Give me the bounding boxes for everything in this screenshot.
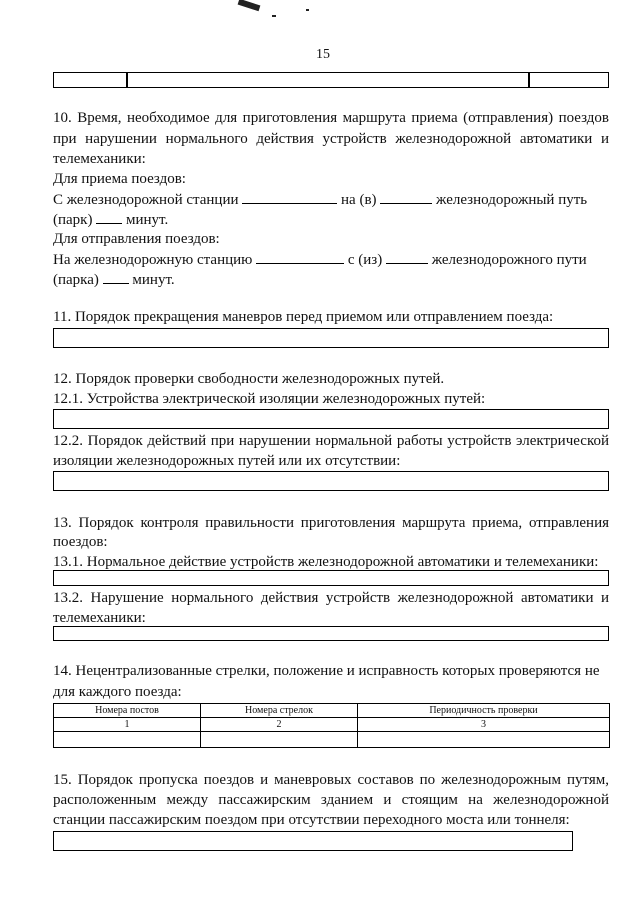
table-header-row bbox=[54, 704, 610, 718]
section-14-line-1: 14. Нецентрализованные стрелки, положение и исправность которых проверяются не bbox=[53, 663, 600, 679]
text: (парка) bbox=[53, 272, 99, 288]
fill-blank bbox=[96, 209, 122, 224]
table-cell: 2 bbox=[201, 718, 358, 732]
section-12-2-line-1: 12.2. Порядок действий при нарушении нормальной работы устройств электрической bbox=[53, 433, 609, 449]
section-13-2-line-1: 13.2. Нарушение нормального действия устройств железнодорожной автоматики и bbox=[53, 590, 609, 606]
fill-blank bbox=[256, 249, 344, 264]
section-13-2-line-2: телемеханики: bbox=[53, 610, 146, 626]
section-13-1-answer-box[interactable] bbox=[53, 570, 609, 586]
section-10-line-3: телемеханики: bbox=[53, 151, 146, 167]
section-14-line-2: для каждого поезда: bbox=[53, 684, 182, 700]
section-13-line-1: 13. Порядок контроля правильности приготовления маршрута приема, отправления bbox=[53, 515, 609, 531]
fill-blank bbox=[242, 189, 337, 204]
section-13-2-answer-box[interactable] bbox=[53, 626, 609, 641]
section-10-line-4: Для приема поездов: bbox=[53, 171, 186, 187]
section-10-line-9 bbox=[53, 269, 609, 290]
table-cell[interactable] bbox=[201, 732, 358, 748]
top-table-row bbox=[53, 72, 609, 88]
text: железнодорожный путь bbox=[436, 192, 588, 208]
text: железнодорожного пути bbox=[431, 252, 587, 268]
scan-mark bbox=[238, 0, 261, 11]
section-11-answer-box[interactable] bbox=[53, 328, 609, 348]
table-header: Периодичность проверки bbox=[358, 704, 610, 718]
text: С железнодорожной станции bbox=[53, 192, 239, 208]
table-cell[interactable] bbox=[54, 732, 201, 748]
scan-mark bbox=[272, 15, 276, 17]
table-row bbox=[54, 732, 610, 748]
fill-blank bbox=[386, 249, 428, 264]
text: минут. bbox=[132, 272, 175, 288]
section-12-1-answer-box[interactable] bbox=[53, 409, 609, 429]
section-12-heading: 12. Порядок проверки свободности железнодорожных путей. bbox=[53, 371, 445, 387]
section-13-line-2: поездов: bbox=[53, 534, 108, 550]
section-12-2-line-2: изоляции железнодорожных путей или их отсутствии: bbox=[53, 453, 401, 469]
table-cell: 1 bbox=[54, 718, 201, 732]
table-cell: 3 bbox=[358, 718, 610, 732]
section-10-line-6 bbox=[53, 209, 609, 230]
text: (парк) bbox=[53, 212, 93, 228]
section-10-line-7: Для отправления поездов: bbox=[53, 231, 220, 247]
fill-blank bbox=[380, 189, 432, 204]
section-10-line-5 bbox=[53, 189, 609, 210]
text: с (из) bbox=[347, 252, 383, 268]
table-row bbox=[54, 718, 610, 732]
section-11-heading: 11. Порядок прекращения маневров перед приемом или отправлением поезда: bbox=[53, 309, 554, 325]
fill-blank bbox=[103, 269, 129, 284]
section-12-1-heading: 12.1. Устройства электрической изоляции железнодорожных путей: bbox=[53, 391, 486, 407]
text: На железнодорожную станцию bbox=[53, 252, 253, 268]
section-10-line-1: 10. Время, необходимое для приготовления маршрута приема (отправления) поездов bbox=[53, 110, 609, 126]
section-15-line-2: расположенным между пассажирским зданием и стоящим на железнодорожной bbox=[53, 792, 609, 808]
section-12-2-answer-box[interactable] bbox=[53, 471, 609, 491]
section-10-line-8 bbox=[53, 249, 609, 270]
page-number: 15 bbox=[316, 47, 330, 62]
section-15-line-3: станции пассажирским поездом при отсутствии переходного моста или тоннеля: bbox=[53, 812, 570, 828]
table-header: Номера стрелок bbox=[201, 704, 358, 718]
text: на (в) bbox=[341, 192, 377, 208]
section-15-answer-box[interactable] bbox=[53, 831, 573, 851]
table-cell[interactable] bbox=[358, 732, 610, 748]
section-10-line-2: при нарушении нормального действия устройств железнодорожной автоматики и bbox=[53, 131, 609, 147]
section-13-1-heading: 13.1. Нормальное действие устройств железнодорожной автоматики и телемеханики: bbox=[53, 554, 599, 570]
switches-table bbox=[53, 703, 610, 748]
text: минут. bbox=[125, 212, 169, 228]
scan-mark bbox=[306, 9, 309, 11]
section-15-line-1: 15. Порядок пропуска поездов и маневровых составов по железнодорожным путям, bbox=[53, 772, 609, 788]
table-header: Номера постов bbox=[54, 704, 201, 718]
